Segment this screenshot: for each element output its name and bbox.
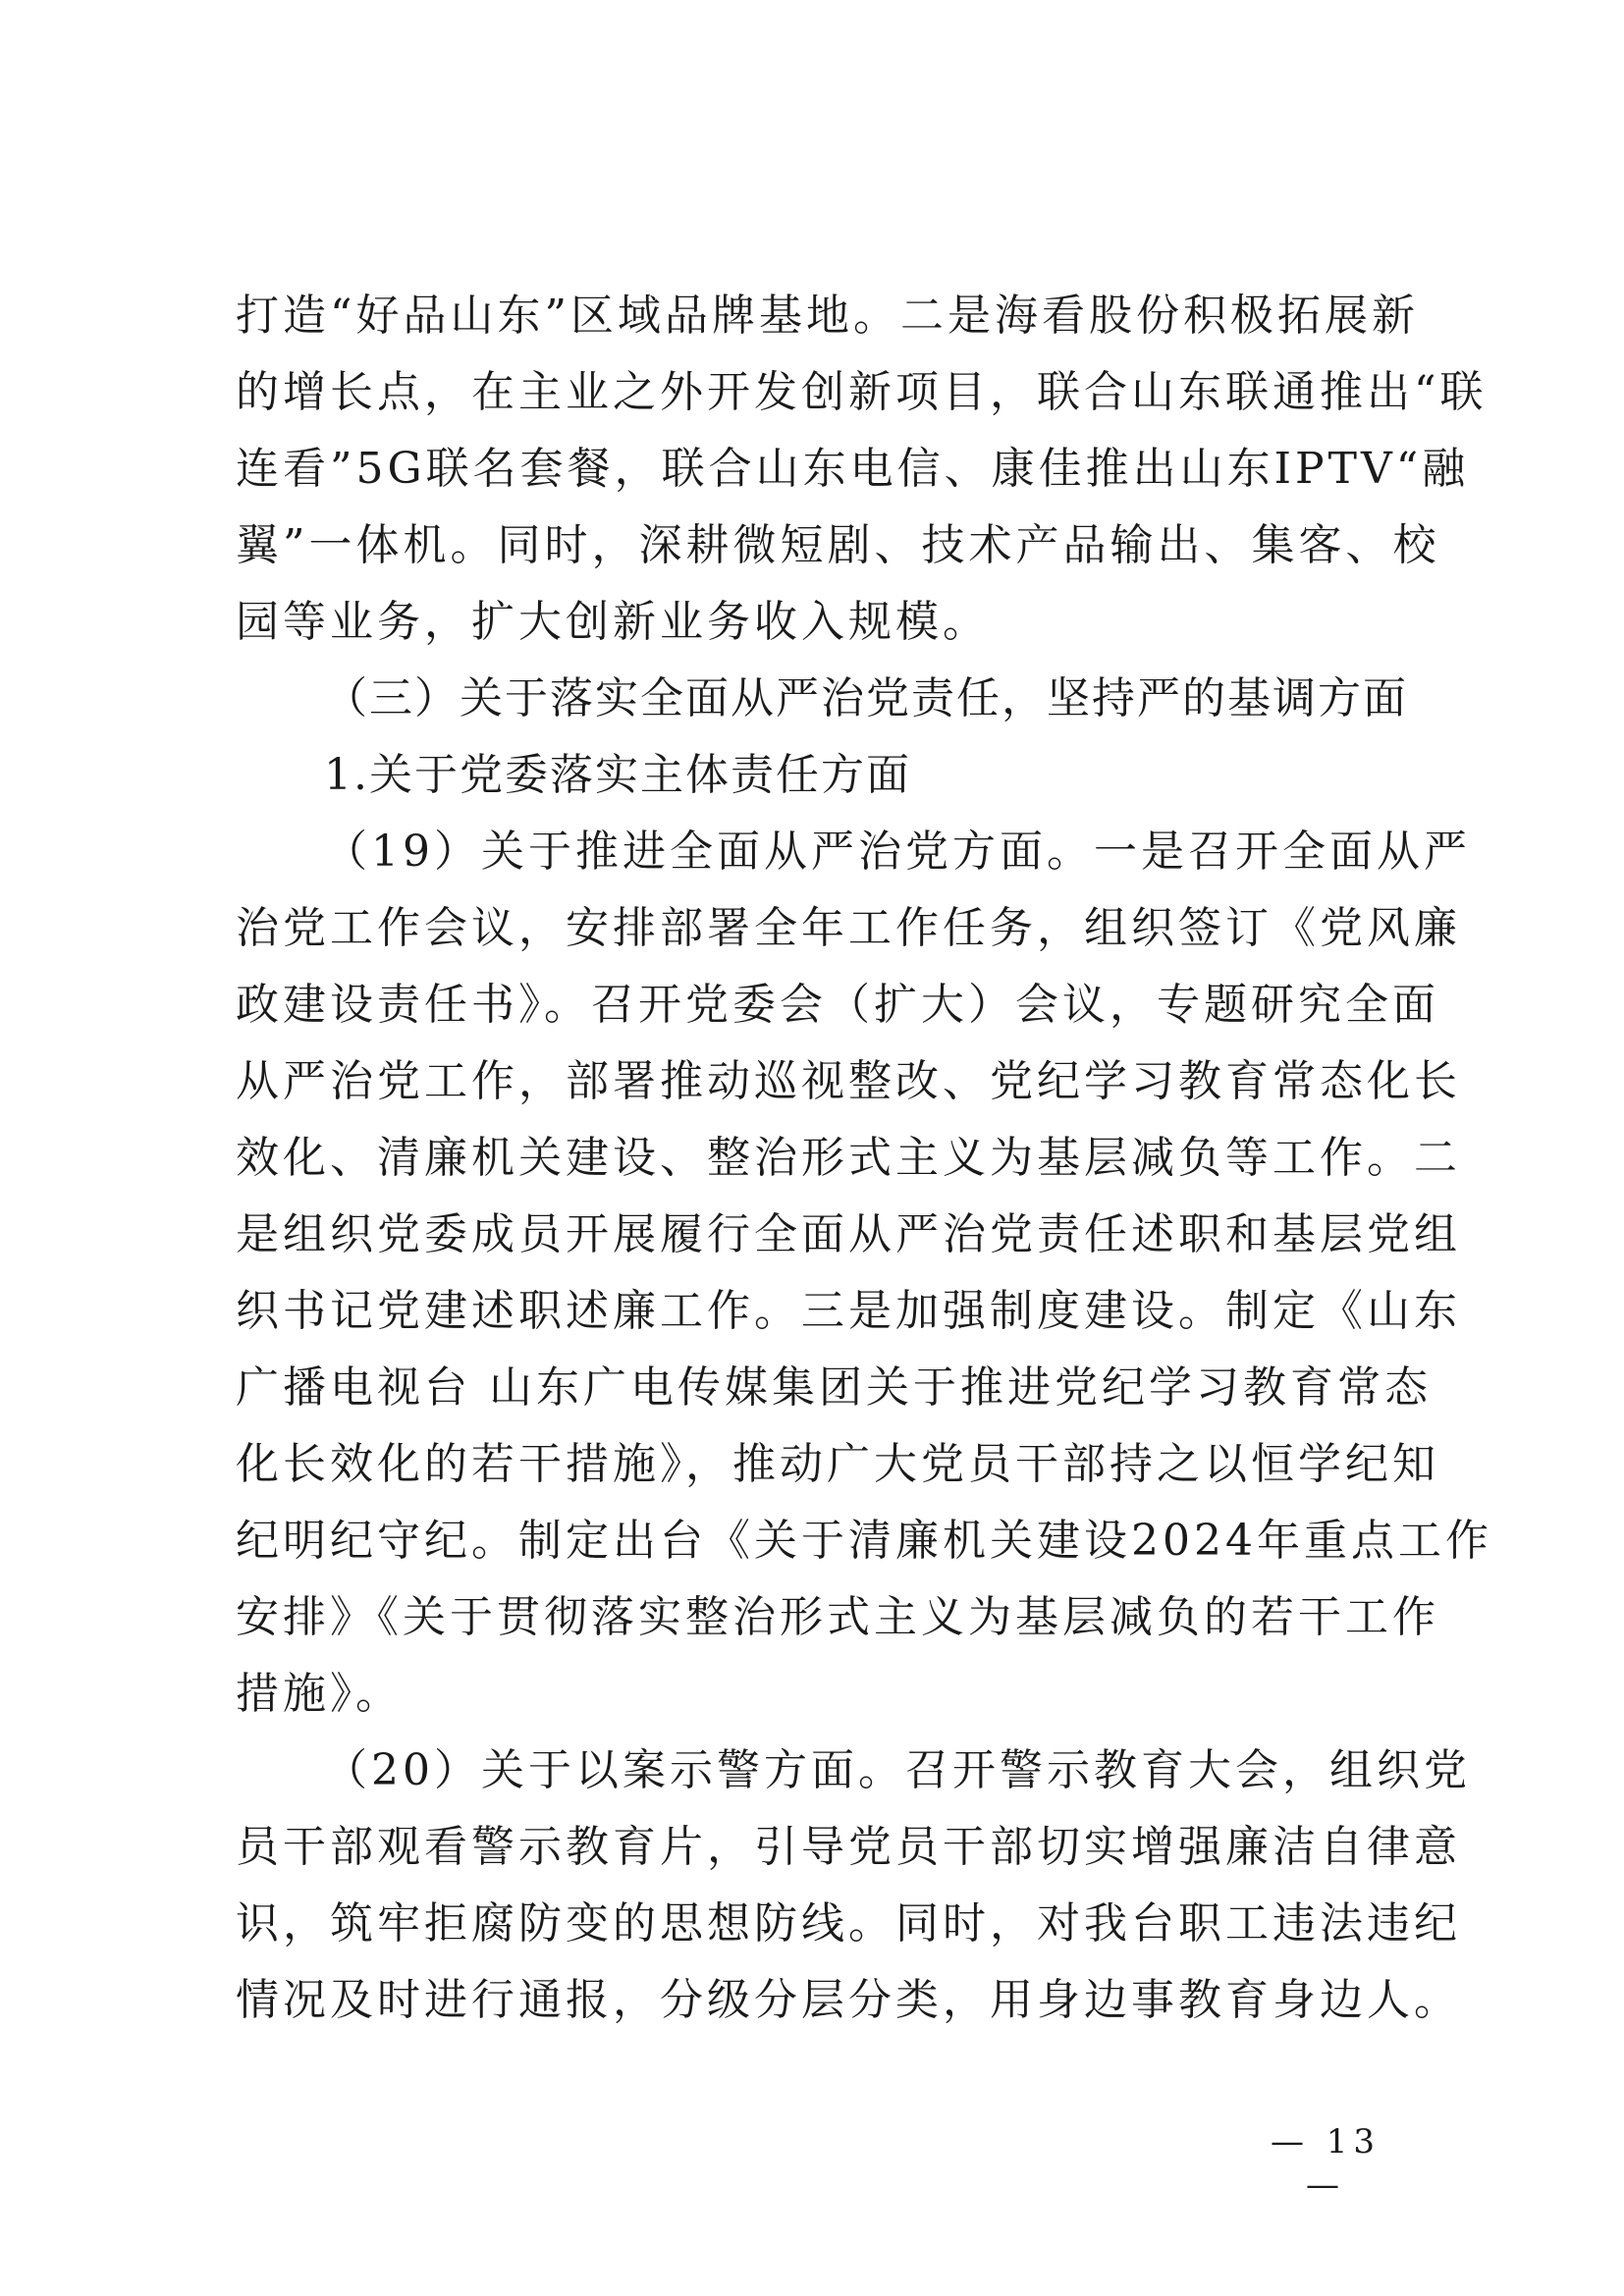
body-line: 员干部观看警示教育片，引导党员干部切实增强廉洁自律意 bbox=[236, 1822, 1461, 1872]
subsection-heading: 1.关于党委落实主体责任方面 bbox=[324, 750, 911, 800]
body-line: 情况及时进行通报，分级分层分类，用身边事教育身边人。 bbox=[236, 1975, 1461, 2025]
body-line: 效化、清廉机关建设、整治形式主义为基层减负等工作。二 bbox=[236, 1133, 1461, 1183]
section-heading: （三）关于落实全面从严治党责任，坚持严的基调方面 bbox=[324, 673, 1408, 723]
body-line: 园等业务，扩大创新业务收入规模。 bbox=[236, 597, 990, 647]
paragraph-start-line: （19）关于推进全面从严治党方面。一是召开全面从严 bbox=[324, 827, 1471, 877]
body-line: 的增长点，在主业之外开发创新项目，联合山东联通推出“联 bbox=[236, 367, 1488, 417]
body-line: 翼”一体机。同时，深耕微短剧、技术产品输出、集客、校 bbox=[236, 520, 1440, 570]
body-line: 织书记党建述职述廉工作。三是加强制度建设。制定《山东 bbox=[236, 1286, 1461, 1336]
paragraph-start-line: （20）关于以案示警方面。召开警示教育大会，组织党 bbox=[324, 1745, 1471, 1795]
body-line: 广播电视台 山东广电传媒集团关于推进党纪学习教育常态 bbox=[236, 1362, 1432, 1413]
body-line: 措施》。 bbox=[236, 1669, 403, 1719]
body-line: 化长效化的若干措施》，推动广大党员干部持之以恒学纪知 bbox=[236, 1439, 1439, 1489]
body-line: 连看”5G联名套餐，联合山东电信、康佳推出山东IPTV“融 bbox=[236, 444, 1470, 494]
body-line: 从严治党工作，部署推动巡视整改、党纪学习教育常态化长 bbox=[236, 1056, 1461, 1106]
page-number: — 13 — bbox=[1270, 2122, 1381, 2205]
body-line: 安排》《关于贯彻落实整治形式主义为基层减负的若干工作 bbox=[236, 1592, 1439, 1642]
body-line: 打造“好品山东”区域品牌基地。二是海看股份积极拓展新 bbox=[236, 291, 1419, 341]
body-line: 治党工作会议，安排部署全年工作任务，组织签订《党风廉 bbox=[236, 903, 1461, 953]
body-line: 识，筑牢拒腐防变的思想防线。同时，对我台职工违法违纪 bbox=[236, 1898, 1461, 1949]
body-line: 纪明纪守纪。制定出台《关于清廉机关建设2024年重点工作 bbox=[236, 1516, 1492, 1566]
body-line: 政建设责任书》。召开党委会（扩大）会议，专题研究全面 bbox=[236, 980, 1439, 1030]
body-line: 是组织党委成员开展履行全面从严治党责任述职和基层党组 bbox=[236, 1209, 1461, 1259]
